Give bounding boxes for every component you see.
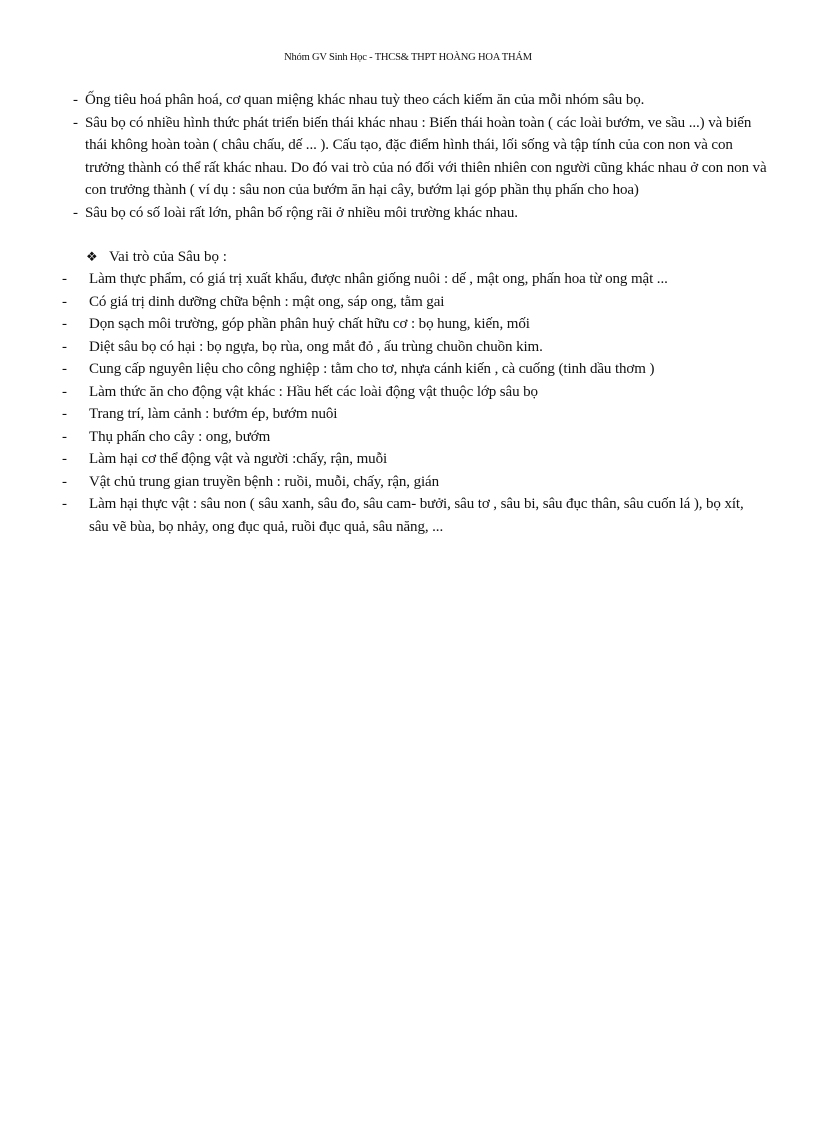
list-item [0,336,816,359]
list-item [0,202,816,225]
list-marker: - [62,271,67,287]
list-marker: - [62,361,67,377]
list-item-text: Cung cấp nguyên liệu cho công nghiệp : tằm cho tơ, nhựa cánh kiến , cà cuống (tinh dầu thơm ) [89,361,655,377]
list-item-text: Làm thực phẩm, có giá trị xuất khẩu, được nhân giống nuôi : dế , mật ong, phấn hoa từ ong mật ... [89,271,668,287]
list-item-text: Làm hại thực vật : sâu non ( sâu xanh, sâu đo, sâu cam- bưởi, sâu tơ , sâu bi, sâu đục thân, sâu cuốn lá ), bọ xít, sâu vẽ bùa, bọ nhảy, ong đục quả, ruồi đục quả, sâu năng, ... [89,496,744,535]
list-marker: - [62,428,67,445]
list-item-text: Làm thức ăn cho động vật khác : Hầu hết các loài động vật thuộc lớp sâu bọ [89,383,538,400]
list-item [0,403,816,426]
list-item-text: Dọn sạch môi trường, góp phần phân huỷ chất hữu cơ : bọ hung, kiến, mối [89,316,530,332]
list-marker: - [62,383,67,400]
list-item-text: Sâu bọ có nhiều hình thức phát triển biến thái khác nhau : Biến thái hoàn toàn ( các loài bướm, ve sầu ...) và biến thái không hoàn toàn ( châu chấu, dế ... ). Cấu tạo, đặc điểm hình thái, lối sống và tập tính của con non và con trưởng thành có thể rất khác nhau. Do đó vai trò của nó đối với thiên nhiên con người cũng khác nhau ở con non và con trưởng thành ( ví dụ : sâu non của bướm ăn hại cây, bướm lại góp phần thụ phấn cho hoa) [85,114,767,198]
list-item [0,112,816,202]
page-header: Nhóm GV Sinh Học - THCS& THPT HOÀNG HOA THÁM [284,52,532,63]
list-item [0,448,816,471]
list-item [0,426,816,449]
list-item-text: Có giá trị dinh dưỡng chữa bệnh : mật ong, sáp ong, tằm gai [89,293,445,310]
list-item [0,381,816,404]
roles-list [0,268,816,538]
list-marker: - [73,114,78,131]
list-item [0,358,816,381]
list-marker: - [62,338,67,355]
list-item-text: Diệt sâu bọ có hại : bọ ngựa, bọ rùa, ong mắt đỏ , ấu trùng chuồn chuồn kim. [89,338,543,355]
list-item [0,471,816,494]
list-item-text: Ống tiêu hoá phân hoá, cơ quan miệng khác nhau tuỳ theo cách kiếm ăn của mỗi nhóm sâu bọ. [85,92,645,108]
list-marker: - [62,293,67,310]
list-item [0,313,816,336]
list-item-text: Vật chủ trung gian truyền bệnh : ruồi, muỗi, chấy, rận, gián [89,473,440,490]
list-item [0,291,816,314]
list-item [0,89,816,112]
list-item [0,268,816,291]
list-marker: - [73,204,78,221]
list-marker: - [62,473,67,490]
list-item-text: Sâu bọ có số loài rất lớn, phân bố rộng rãi ở nhiều môi trường khác nhau. [85,204,518,221]
intro-list [0,89,816,224]
list-marker: - [62,316,67,332]
list-item-text: Trang trí, làm cảnh : bướm ép, bướm nuôi [89,406,338,422]
list-marker: - [73,92,78,108]
list-item [0,493,816,538]
section-heading-text: Vai trò của Sâu bọ : [109,249,227,265]
list-item-text: Làm hại cơ thể động vật và người :chấy, rận, muỗi [89,451,388,467]
list-marker: - [62,406,67,422]
list-marker: - [62,496,67,512]
list-marker: - [62,451,67,467]
list-item-text: Thụ phấn cho cây : ong, bướm [89,428,271,445]
diamond-bullet-icon: ❖ [86,249,98,264]
